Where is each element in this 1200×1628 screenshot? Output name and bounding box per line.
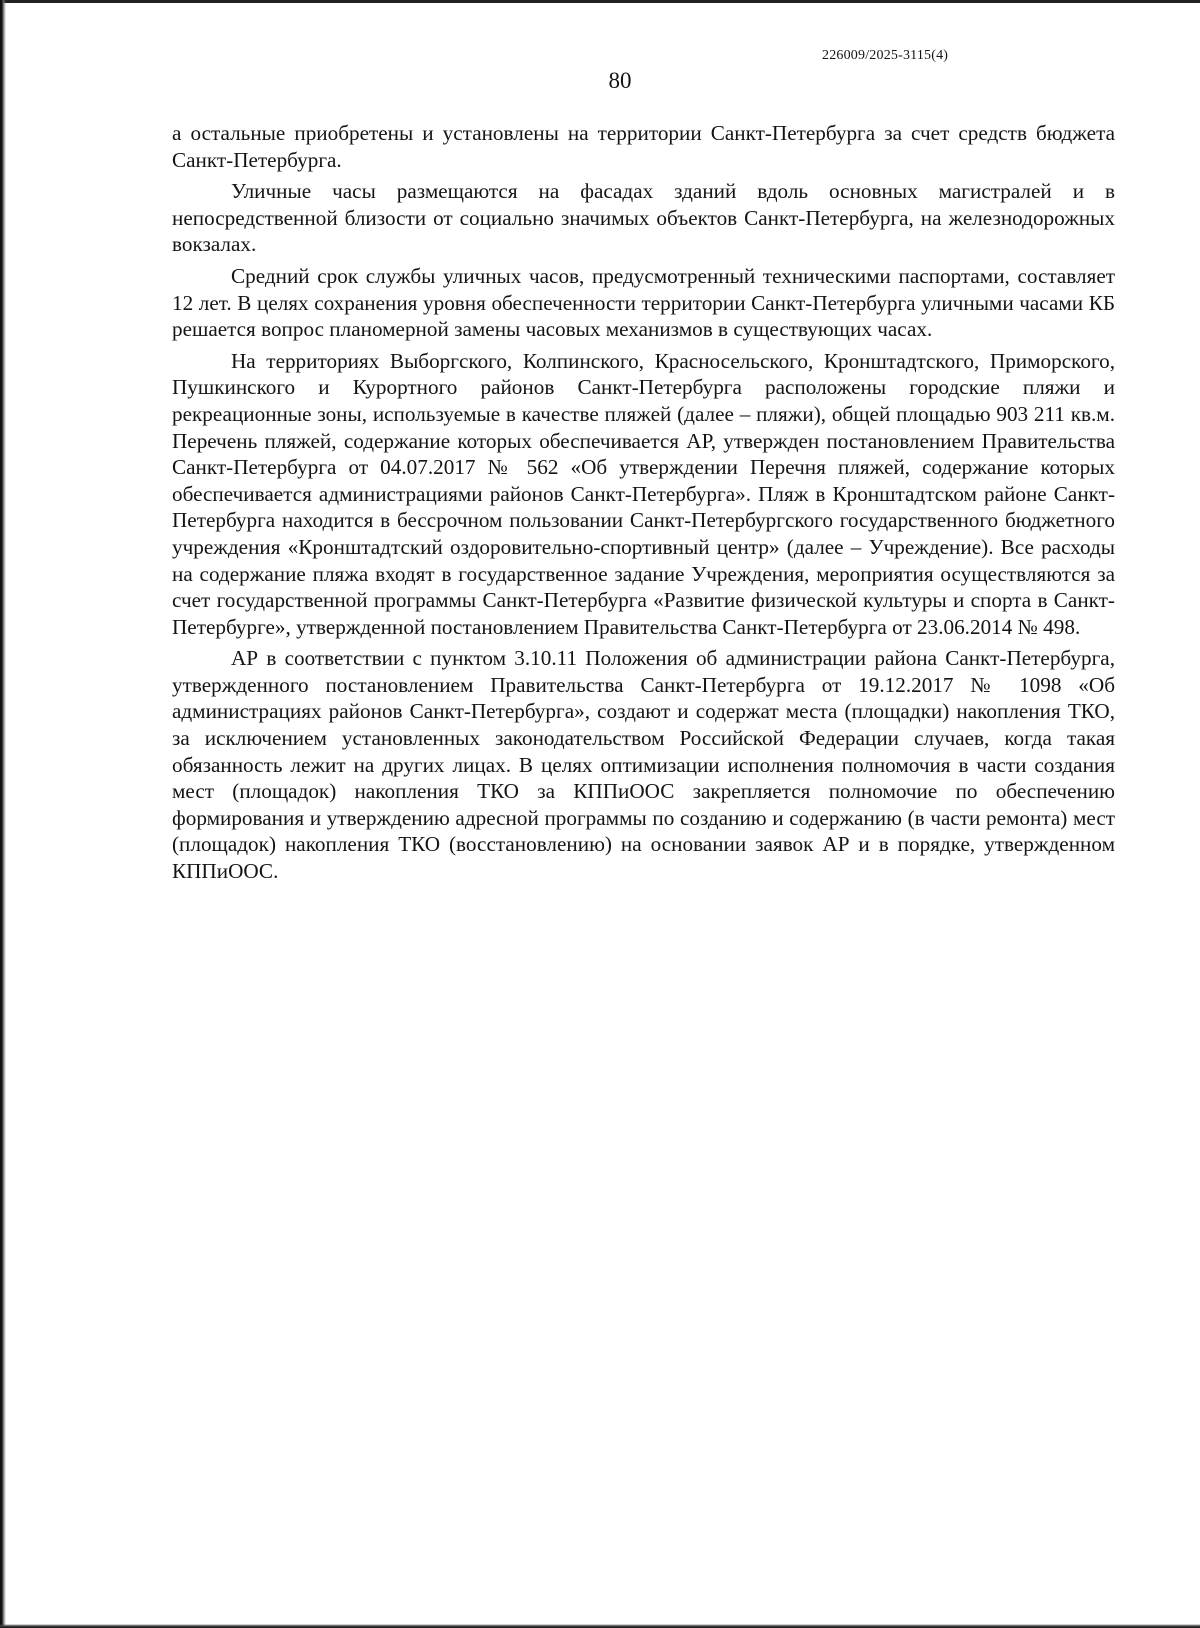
body-text bbox=[172, 120, 1115, 890]
document-number: 226009/2025-3115(4) bbox=[822, 48, 949, 63]
paragraph-street-clocks-placement: Уличные часы размещаются на фасадах зданий вдоль основных магистралей и в непосредственной близости от социально значимых объектов Санкт-Петербурга, на железнодорожных вокзалах. bbox=[172, 179, 1115, 257]
paragraph-waste-sites: АР в соответствии с пунктом 3.10.11 Положения об администрации района Санкт-Петербурга, утвержденного постановлением Правительства Санкт-Петербурга от 19.12.2017 № 1098 «Об администрациях районов Санкт-Петербурга», создают и содержат места (площадки) накопления ТКО, за исключением установленных законодательством Российской Федерации случаев, когда такая обязанность лежит на других лицах. В целях оптимизации исполнения полномочия в части создания мест (площадок) накопления ТКО за КППиООС закрепляется полномочие по обеспечению формирования и утверждению адресной программы по созданию и содержанию (в части ремонта) мест (площадок) накопления ТКО (восстановлению) на основании заявок АР и в порядке, утвержденном КППиООС. bbox=[172, 646, 1115, 884]
scan-edge-left bbox=[0, 0, 6, 1628]
paragraph-beaches: На территориях Выборгского, Колпинского, Красносельского, Кронштадтского, Приморского, Пушкинского и Курортного районов Санкт-Петербурга расположены городские пляжи и рекреационные зоны, используемые в качестве пляжей (далее – пляжи), общей площадью 903 211 кв.м. Перечень пляжей, содержание которых обеспечивается АР, утвержден постановлением Правительства Санкт-Петербурга от 04.07.2017 № 562 «Об утверждении Перечня пляжей, содержание которых обеспечивается администрациями районов Санкт-Петербурга». Пляж в Кронштадтском районе Санкт-Петербурга находится в бессрочном пользовании Санкт-Петербургского государственного бюджетного учреждения «Кронштадтский оздоровительно-спортивный центр» (далее – Учреждение). Все расходы на содержание пляжа входят в государственное задание Учреждения, мероприятия осуществляются за счет государственной программы Санкт-Петербурга «Развитие физической культуры и спорта в Санкт-Петербурге», утвержденной постановлением Правительства Санкт-Петербурга от 23.06.2014 № 498. bbox=[172, 348, 1115, 639]
paragraph-continuation: а остальные приобретены и установлены на территории Санкт-Петербурга за счет средств бюджета Санкт-Петербурга. bbox=[172, 121, 1115, 172]
scan-edge-bottom bbox=[0, 1624, 1200, 1628]
scan-edge-top bbox=[0, 0, 1200, 3]
paragraph-street-clocks-service-life: Средний срок службы уличных часов, предусмотренный техническими паспортами, составляет 12 лет. В целях сохранения уровня обеспеченности территории Санкт-Петербурга уличными часами КБ решается вопрос планомерной замены часовых механизмов в существующих часах. bbox=[172, 263, 1115, 342]
page-number: 80 bbox=[608, 68, 632, 93]
